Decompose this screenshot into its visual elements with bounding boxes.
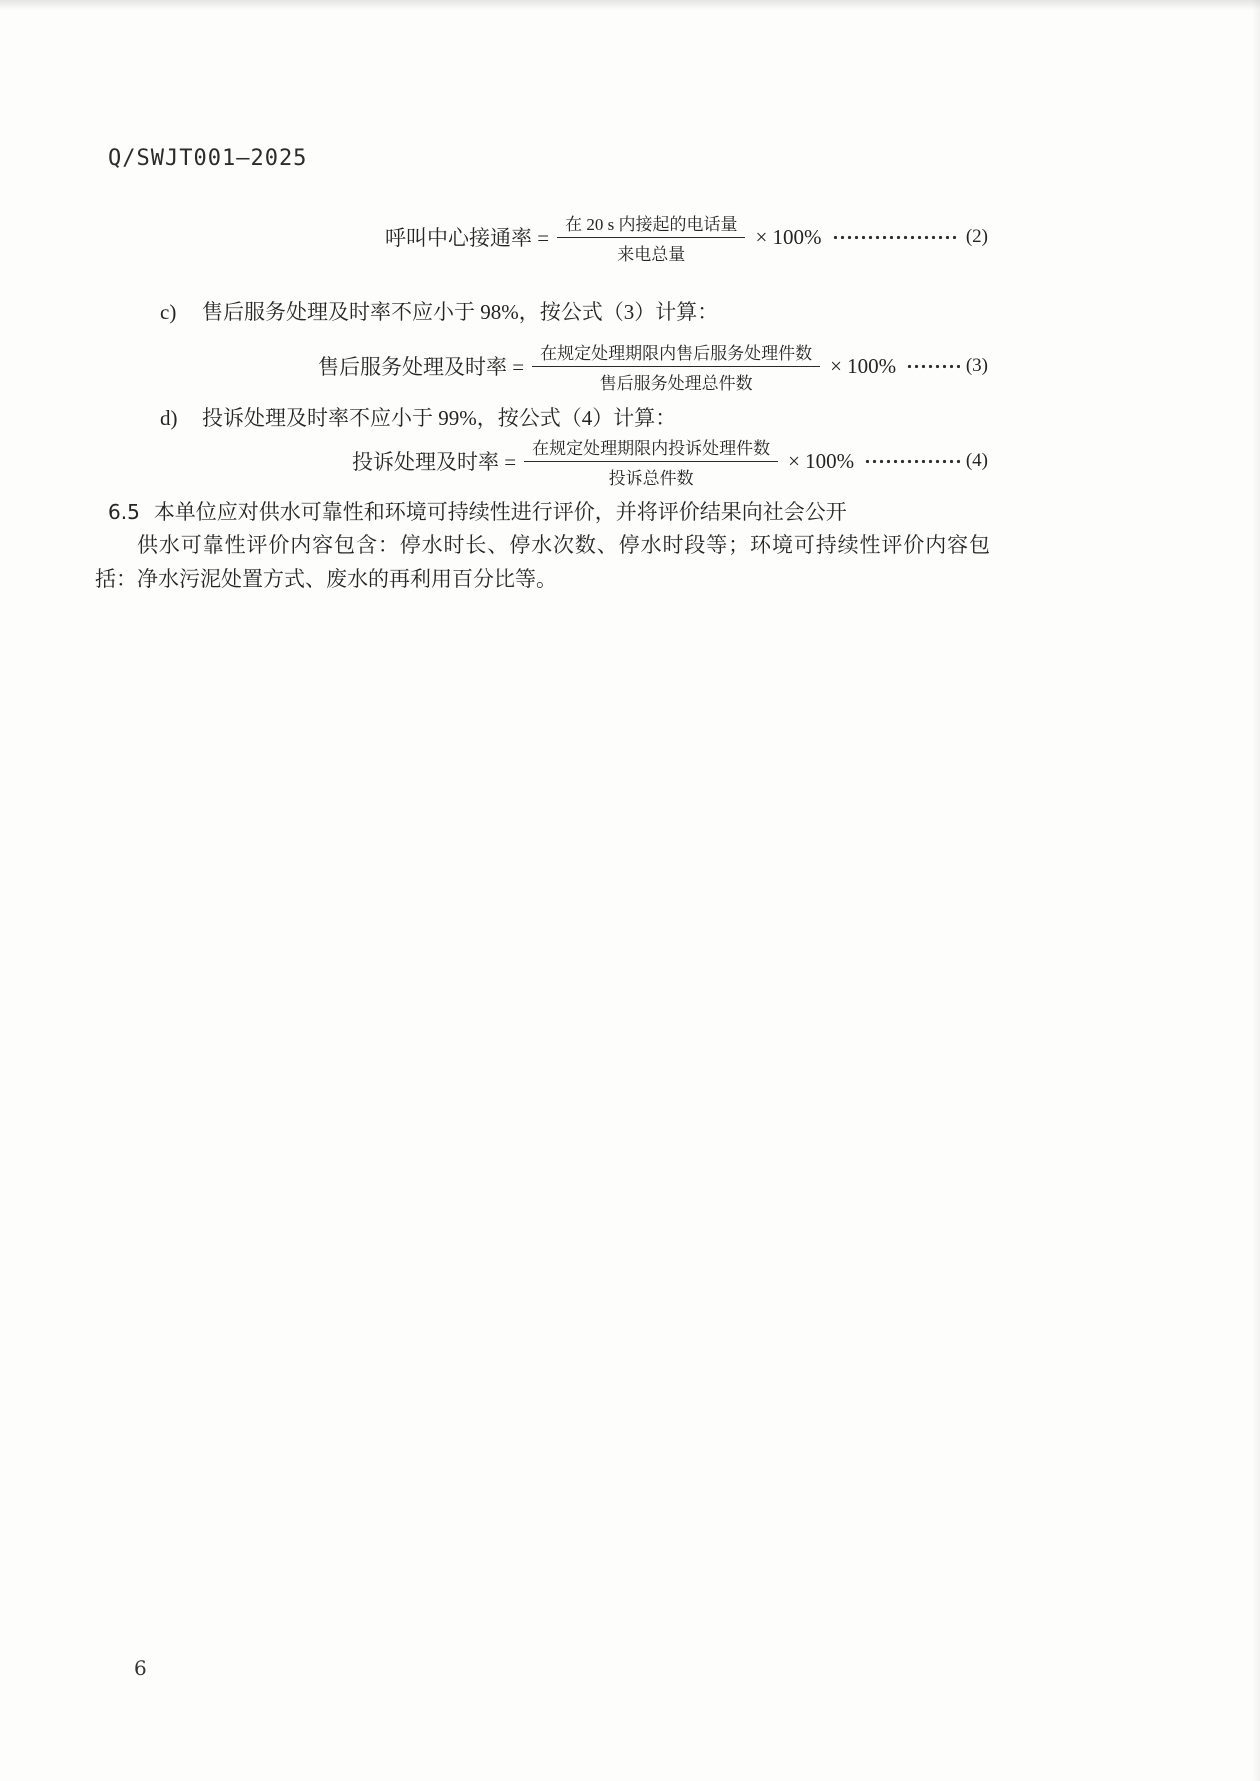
page-number: 6 [134, 1656, 147, 1680]
list-item-c-marker: c) [160, 300, 177, 324]
dot-leader [906, 363, 960, 370]
formula-2-number: (2) [965, 226, 988, 247]
dot-leader [832, 234, 960, 241]
formula-2 [385, 204, 988, 270]
formula-3-numerator: 在规定处理期限内售后服务处理件数 [532, 339, 820, 367]
formula-2-fraction [557, 210, 745, 265]
formula-4-denominator: 投诉总件数 [608, 468, 694, 488]
formula-3-multiplier: × 100% [830, 353, 897, 378]
formula-3-number: (3) [965, 355, 988, 376]
formula-4-numerator: 在规定处理期限内投诉处理件数 [524, 434, 778, 462]
formula-2-numerator: 在 20 s 内接起的电话量 [557, 210, 745, 238]
formula-2-lhs: 呼叫中心接通率 = [385, 226, 550, 250]
section-number: 6.5 [108, 500, 140, 524]
formula-4-lhs: 投诉处理及时率 = [352, 450, 517, 474]
formula-4 [352, 428, 988, 494]
scan-edge-shadow-top [0, 0, 1260, 10]
list-item-c-text: 售后服务处理及时率不应小于 98%，按公式（3）计算： [202, 300, 719, 324]
formula-3-lhs: 售后服务处理及时率 = [318, 355, 525, 379]
list-item-d-text: 投诉处理及时率不应小于 99%，按公式（4）计算： [202, 406, 677, 430]
list-item-c [160, 296, 718, 326]
formula-3 [318, 333, 988, 399]
section-6-5 [108, 496, 847, 526]
formula-4-number: (4) [965, 450, 988, 471]
dot-leader [864, 458, 960, 465]
section-text: 本单位应对供水可靠性和环境可持续性进行评价，并将评价结果向社会公开 [153, 500, 847, 524]
scan-edge-shadow-right [1252, 0, 1260, 1781]
list-item-d-marker: d) [160, 406, 178, 430]
formula-2-denominator: 来电总量 [617, 244, 686, 264]
formula-4-fraction [524, 434, 778, 489]
formula-3-fraction [532, 339, 820, 394]
body-paragraph: 供水可靠性评价内容包含：停水时长、停水次数、停水时段等；环境可持续性评价内容包括：净水污泥处置方式、废水的再利用百分比等。 [95, 533, 990, 591]
formula-4-multiplier: × 100% [788, 448, 855, 473]
formula-3-denominator: 售后服务处理总件数 [599, 373, 753, 393]
standard-code: Q/SWJT001—2025 [108, 146, 308, 171]
formula-2-multiplier: × 100% [755, 224, 822, 249]
